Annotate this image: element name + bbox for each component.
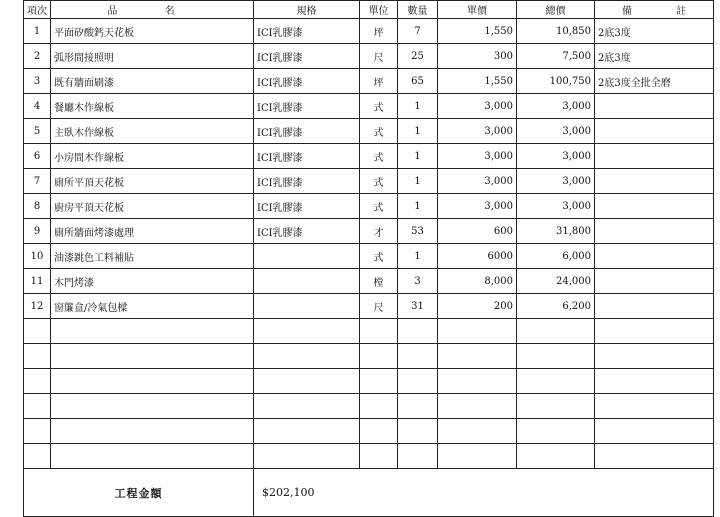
- cell-total: 31,800: [517, 219, 595, 244]
- cell-unit: 式: [360, 119, 398, 144]
- cell-index: 11: [24, 269, 51, 294]
- cell-unit: 式: [360, 194, 398, 219]
- cell-note: [595, 444, 714, 469]
- cell-unit: 式: [360, 244, 398, 269]
- cell-name: 窗簾盒/冷氣包樑: [51, 294, 254, 319]
- cell-qty: 7: [398, 19, 438, 44]
- cell-name: [51, 344, 254, 369]
- table-row: [24, 69, 714, 94]
- empty-row: [24, 444, 714, 469]
- cell-index: [24, 419, 51, 444]
- cell-note: 2底3度全批全磨: [595, 69, 714, 94]
- cell-total: 100,750: [517, 69, 595, 94]
- cell-qty: [398, 344, 438, 369]
- cell-price: 3,000: [438, 94, 517, 119]
- cell-name: [51, 444, 254, 469]
- table-row: [24, 44, 714, 69]
- cell-index: 7: [24, 169, 51, 194]
- cell-total: 24,000: [517, 269, 595, 294]
- cell-qty: 1: [398, 169, 438, 194]
- cell-price: 3,000: [438, 119, 517, 144]
- cell-total: 3,000: [517, 169, 595, 194]
- empty-row: [24, 319, 714, 344]
- cell-unit: 尺: [360, 44, 398, 69]
- cell-price: [438, 419, 517, 444]
- cell-spec: ICI乳膠漆: [254, 94, 360, 119]
- cell-note: [595, 394, 714, 419]
- cell-qty: [398, 444, 438, 469]
- table-body: [24, 19, 714, 469]
- header-note: [595, 1, 714, 19]
- cell-qty: 31: [398, 294, 438, 319]
- cell-note: [595, 94, 714, 119]
- cell-spec: ICI乳膠漆: [254, 144, 360, 169]
- table-row: [24, 244, 714, 269]
- header-name: 品 名: [51, 1, 254, 19]
- table-row: [24, 169, 714, 194]
- cell-name: [51, 394, 254, 419]
- cell-price: 3,000: [438, 169, 517, 194]
- cell-unit: 坪: [360, 19, 398, 44]
- cell-unit: 式: [360, 94, 398, 119]
- cell-qty: 25: [398, 44, 438, 69]
- cell-note: [595, 369, 714, 394]
- cell-note: [595, 144, 714, 169]
- cell-total: 3,000: [517, 144, 595, 169]
- header-price: 單價: [438, 1, 517, 19]
- header-note-a: 備: [622, 6, 632, 17]
- cell-qty: 65: [398, 69, 438, 94]
- cell-price: [438, 444, 517, 469]
- cell-qty: 1: [398, 244, 438, 269]
- cell-price: [438, 319, 517, 344]
- cell-spec: [254, 369, 360, 394]
- cell-total: 3,000: [517, 119, 595, 144]
- cell-total: [517, 344, 595, 369]
- cell-unit: [360, 344, 398, 369]
- header-row: [24, 1, 714, 19]
- cell-name: 既有牆面刷漆: [51, 69, 254, 94]
- header-unit: 單位: [360, 1, 398, 19]
- cell-unit: [360, 369, 398, 394]
- cell-total: [517, 319, 595, 344]
- total-amount: $202,100: [254, 469, 714, 517]
- cell-qty: [398, 319, 438, 344]
- cell-name: 廁所平頂天花板: [51, 169, 254, 194]
- cell-spec: ICI乳膠漆: [254, 19, 360, 44]
- table-row: [24, 269, 714, 294]
- cell-total: 10,850: [517, 19, 595, 44]
- cell-qty: [398, 419, 438, 444]
- cell-total: [517, 419, 595, 444]
- cell-index: 1: [24, 19, 51, 44]
- cell-qty: 1: [398, 144, 438, 169]
- header-index: 項次: [24, 1, 51, 19]
- cell-note: [595, 344, 714, 369]
- cell-price: 1,550: [438, 69, 517, 94]
- cell-spec: [254, 319, 360, 344]
- cell-index: 10: [24, 244, 51, 269]
- cell-name: 廁所牆面烤漆處理: [51, 219, 254, 244]
- header-spec: 規格: [254, 1, 360, 19]
- cell-unit: 式: [360, 169, 398, 194]
- table-row: [24, 219, 714, 244]
- cell-unit: [360, 394, 398, 419]
- cell-price: 200: [438, 294, 517, 319]
- cell-note: [595, 269, 714, 294]
- cell-price: 1,550: [438, 19, 517, 44]
- cell-note: [595, 419, 714, 444]
- cell-qty: 53: [398, 219, 438, 244]
- cell-spec: [254, 394, 360, 419]
- cell-name: 平面矽酸鈣天花板: [51, 19, 254, 44]
- table-row: [24, 94, 714, 119]
- cell-name: [51, 369, 254, 394]
- cell-qty: 1: [398, 94, 438, 119]
- cell-note: 2底3度: [595, 19, 714, 44]
- cell-name: 弧形間接照明: [51, 44, 254, 69]
- cell-index: 2: [24, 44, 51, 69]
- cell-note: [595, 244, 714, 269]
- cell-qty: 3: [398, 269, 438, 294]
- cell-qty: [398, 394, 438, 419]
- cell-total: [517, 369, 595, 394]
- cell-index: [24, 394, 51, 419]
- cell-index: 6: [24, 144, 51, 169]
- empty-row: [24, 394, 714, 419]
- table-row: [24, 194, 714, 219]
- cell-spec: ICI乳膠漆: [254, 69, 360, 94]
- cell-price: 600: [438, 219, 517, 244]
- cell-total: 3,000: [517, 194, 595, 219]
- cell-spec: [254, 344, 360, 369]
- cell-name: 小房間木作線板: [51, 144, 254, 169]
- total-label: 工程金額: [24, 469, 254, 517]
- cell-price: 6000: [438, 244, 517, 269]
- quotation-table: [23, 0, 714, 517]
- cell-total: 6,200: [517, 294, 595, 319]
- cell-price: [438, 344, 517, 369]
- cell-unit: [360, 319, 398, 344]
- cell-unit: 式: [360, 144, 398, 169]
- header-total: 總價: [517, 1, 595, 19]
- header-note-b: 註: [676, 6, 686, 17]
- cell-note: [595, 294, 714, 319]
- cell-price: 8,000: [438, 269, 517, 294]
- empty-row: [24, 344, 714, 369]
- total-row: [24, 469, 714, 517]
- cell-spec: [254, 244, 360, 269]
- cell-index: [24, 319, 51, 344]
- cell-unit: 尺: [360, 294, 398, 319]
- cell-note: [595, 219, 714, 244]
- cell-total: [517, 394, 595, 419]
- cell-spec: [254, 419, 360, 444]
- cell-unit: [360, 444, 398, 469]
- cell-qty: 1: [398, 119, 438, 144]
- cell-name: 餐廳木作線板: [51, 94, 254, 119]
- cell-unit: [360, 419, 398, 444]
- cell-unit: 才: [360, 219, 398, 244]
- cell-unit: 樘: [360, 269, 398, 294]
- cell-price: [438, 369, 517, 394]
- cell-index: 3: [24, 69, 51, 94]
- cell-unit: 坪: [360, 69, 398, 94]
- cell-qty: [398, 369, 438, 394]
- cell-total: 6,000: [517, 244, 595, 269]
- cell-index: 4: [24, 94, 51, 119]
- cell-name: 木門烤漆: [51, 269, 254, 294]
- empty-row: [24, 369, 714, 394]
- table-row: [24, 19, 714, 44]
- cell-index: [24, 369, 51, 394]
- cell-note: [595, 119, 714, 144]
- cell-spec: [254, 294, 360, 319]
- cell-spec: [254, 444, 360, 469]
- empty-row: [24, 419, 714, 444]
- cell-name: 廚房平頂天花板: [51, 194, 254, 219]
- cell-total: 7,500: [517, 44, 595, 69]
- cell-price: 3,000: [438, 144, 517, 169]
- cell-qty: 1: [398, 194, 438, 219]
- cell-total: [517, 444, 595, 469]
- cell-note: [595, 319, 714, 344]
- cell-spec: ICI乳膠漆: [254, 119, 360, 144]
- cell-name: 油漆跳色工料補貼: [51, 244, 254, 269]
- table-row: [24, 144, 714, 169]
- cell-index: 12: [24, 294, 51, 319]
- cell-note: [595, 169, 714, 194]
- header-qty: 數量: [398, 1, 438, 19]
- table-row: [24, 294, 714, 319]
- cell-price: 300: [438, 44, 517, 69]
- cell-name: [51, 419, 254, 444]
- cell-index: [24, 444, 51, 469]
- cell-index: 8: [24, 194, 51, 219]
- cell-note: [595, 194, 714, 219]
- cell-note: 2底3度: [595, 44, 714, 69]
- cell-spec: [254, 269, 360, 294]
- cell-spec: ICI乳膠漆: [254, 219, 360, 244]
- cell-index: 5: [24, 119, 51, 144]
- cell-spec: ICI乳膠漆: [254, 44, 360, 69]
- cell-price: [438, 394, 517, 419]
- table-row: [24, 119, 714, 144]
- cell-spec: ICI乳膠漆: [254, 169, 360, 194]
- cell-spec: ICI乳膠漆: [254, 194, 360, 219]
- cell-price: 3,000: [438, 194, 517, 219]
- cell-name: [51, 319, 254, 344]
- cell-name: 主臥木作線板: [51, 119, 254, 144]
- cell-index: 9: [24, 219, 51, 244]
- cell-total: 3,000: [517, 94, 595, 119]
- cell-index: [24, 344, 51, 369]
